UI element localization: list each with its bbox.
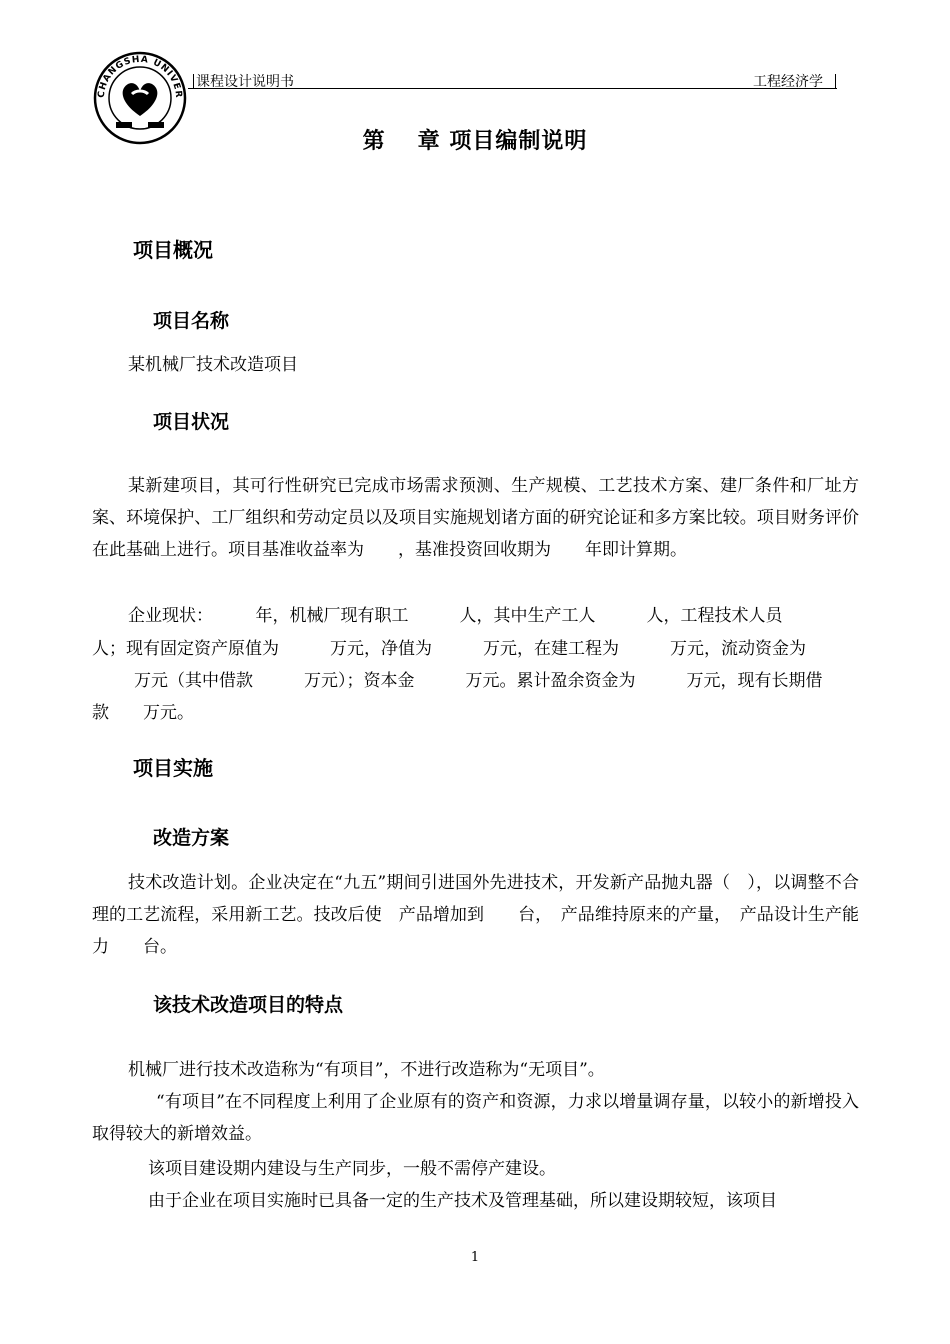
heading-project-name: 项目名称	[153, 310, 230, 332]
heading-overview: 项目概况	[133, 238, 213, 262]
heading-implementation: 项目实施	[133, 756, 213, 780]
page-number: 1	[470, 1250, 480, 1265]
feature-2: “有项目”在不同程度上利用了企业原有的资产和资源，力求以增量调存量，以较小的新增投入取得较大的新增效益。	[92, 1092, 859, 1144]
chapter-title	[0, 124, 950, 155]
chapter-title-part1: 第	[362, 129, 386, 154]
heading-plan: 改造方案	[153, 827, 230, 849]
project-name-text: 某机械厂技术改造项目	[128, 355, 298, 375]
chapter-title-part2: 章 项目编制说明	[417, 129, 588, 154]
heading-project-status: 项目状况	[153, 411, 230, 433]
enterprise-line-4: 款 万元。	[92, 703, 194, 723]
feature-3: 该项目建设期内建设与生产同步，一般不需停产建设。	[148, 1159, 556, 1179]
svg-text:CHANGSHA UNIVERSITY: CHANGSHA UNIVER	[96, 54, 184, 99]
enterprise-line-1: 企业现状： 年，机械厂现有职工 人，其中生产工人 人，工程技术人员	[128, 606, 783, 626]
feature-4: 由于企业在项目实施时已具备一定的生产技术及管理基础，所以建设期较短，该项目	[148, 1191, 777, 1211]
heading-features: 该技术改造项目的特点	[153, 994, 344, 1016]
feature-1: 机械厂进行技术改造称为“有项目”，不进行改造称为“无项目”。	[128, 1060, 605, 1080]
status-paragraph: 某新建项目，其可行性研究已完成市场需求预测、生产规模、工艺技术方案、建厂条件和厂址方案、环境保护、工厂组织和劳动定员以及项目实施规划诸方面的研究论证和多方案比较。项目财务评价在此基础上进行。项目基准收益率为 ，基准投资回收期为 年即计算期。	[92, 476, 859, 560]
plan-paragraph: 技术改造计划。企业决定在“九五”期间引进国外先进技术，开发新产品抛丸器（ ），以调整不合理的工艺流程，采用新工艺。技改后使 产品增加到 台， 产品维持原来的产量， 产品设计生产能力 台。	[92, 873, 859, 957]
header-tick-right	[835, 74, 836, 88]
header-left-text: 课程设计说明书	[196, 74, 294, 90]
enterprise-line-3: 万元（其中借款 万元）；资本金 万元。累计盈余资金为 万元，现有长期借	[134, 671, 823, 691]
header-tick-left	[193, 74, 194, 88]
enterprise-line-2: 人；现有固定资产原值为 万元，净值为 万元，在建工程为 万元，流动资金为	[92, 639, 806, 659]
header-right-text: 工程经济学	[753, 74, 823, 90]
header-rule	[188, 88, 837, 89]
